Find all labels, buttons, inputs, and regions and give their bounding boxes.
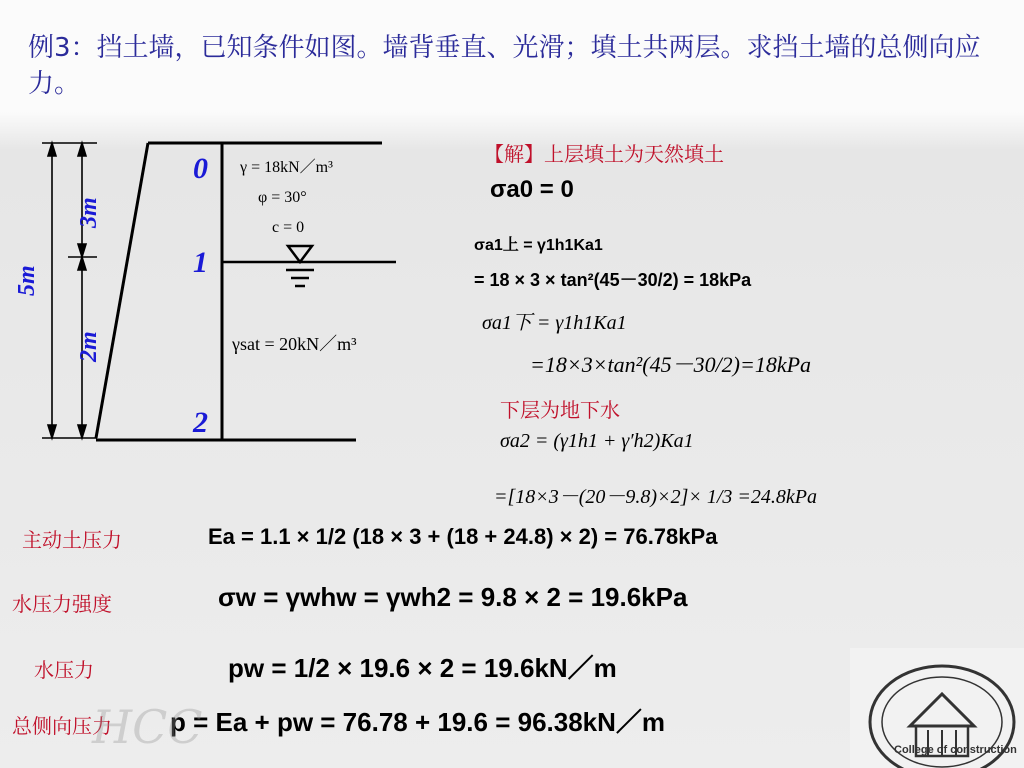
- dim-label-lower: 2m: [76, 331, 102, 362]
- result-label-active-earth-pressure: 主动土压力: [22, 528, 122, 552]
- problem-title: 例3：挡土墙，已知条件如图。墙背垂直、光滑；填土共两层。求挡土墙的总侧向应力。: [28, 33, 981, 99]
- upper-cohesion: c = 0: [272, 219, 305, 236]
- solution-header: 【解】上层填土为天然填土: [484, 142, 724, 166]
- sigma-a1-upper-calc: = 18 × 3 × tan²(45－30/2) = 18kPa: [474, 270, 752, 290]
- wall-front-face: [96, 143, 148, 438]
- sigma-a2-calc: =[18×3－(20－9.8)×2]× 1/3 =24.8kPa: [494, 486, 818, 508]
- upper-unit-weight: γ = 18kN／m³: [240, 159, 333, 176]
- college-logo-text: College of construction: [894, 744, 1017, 756]
- dim-label-total: 5m: [14, 265, 40, 296]
- result-label-water-pressure-intensity: 水压力强度: [12, 592, 112, 616]
- level-label-1: 1: [193, 246, 208, 279]
- sigma-a1-lower-calc: =18×3×tan²(45－30/2)=18kPa: [530, 352, 812, 377]
- dim-label-upper: 3m: [76, 197, 102, 228]
- result-formula-total-lateral-pressure: p = Ea + pw = 76.78 + 19.6 = 96.38kN／m: [170, 707, 666, 737]
- result-formula-water-pressure: pw = 1/2 × 19.6 × 2 = 19.6kN／m: [228, 653, 617, 683]
- sigma-a1-upper: σa1上 = γ1h1Ka1: [474, 237, 603, 254]
- upper-friction-angle: φ = 30°: [258, 189, 307, 206]
- result-formula-water-pressure-intensity: σw = γwhw = γwh2 = 9.8 × 2 = 19.6kPa: [218, 582, 688, 612]
- college-logo: [850, 648, 1024, 768]
- water-table-icon: [286, 246, 314, 286]
- lower-layer-header: 下层为地下水: [500, 398, 620, 422]
- level-label-2: 2: [193, 406, 208, 439]
- watermark: HCC: [92, 700, 203, 754]
- lower-sat-unit-weight: γsat = 20kN／m³: [232, 334, 357, 354]
- result-formula-active-earth-pressure: Ea = 1.1 × 1/2 (18 × 3 + (18 + 24.8) × 2) = 76.78kPa: [208, 524, 718, 549]
- level-label-0: 0: [193, 152, 208, 185]
- result-label-water-pressure: 水压力: [34, 658, 94, 682]
- result-label-total-lateral-pressure: 总侧向压力: [12, 714, 112, 738]
- sigma-a2: σa2 = (γ1h1 + γ′h2)Ka1: [500, 430, 694, 452]
- retaining-wall-diagram: [0, 0, 420, 460]
- sigma-a1-lower: σa1下 = γ1h1Ka1: [482, 312, 627, 334]
- sigma-a0: σa0 = 0: [490, 176, 574, 203]
